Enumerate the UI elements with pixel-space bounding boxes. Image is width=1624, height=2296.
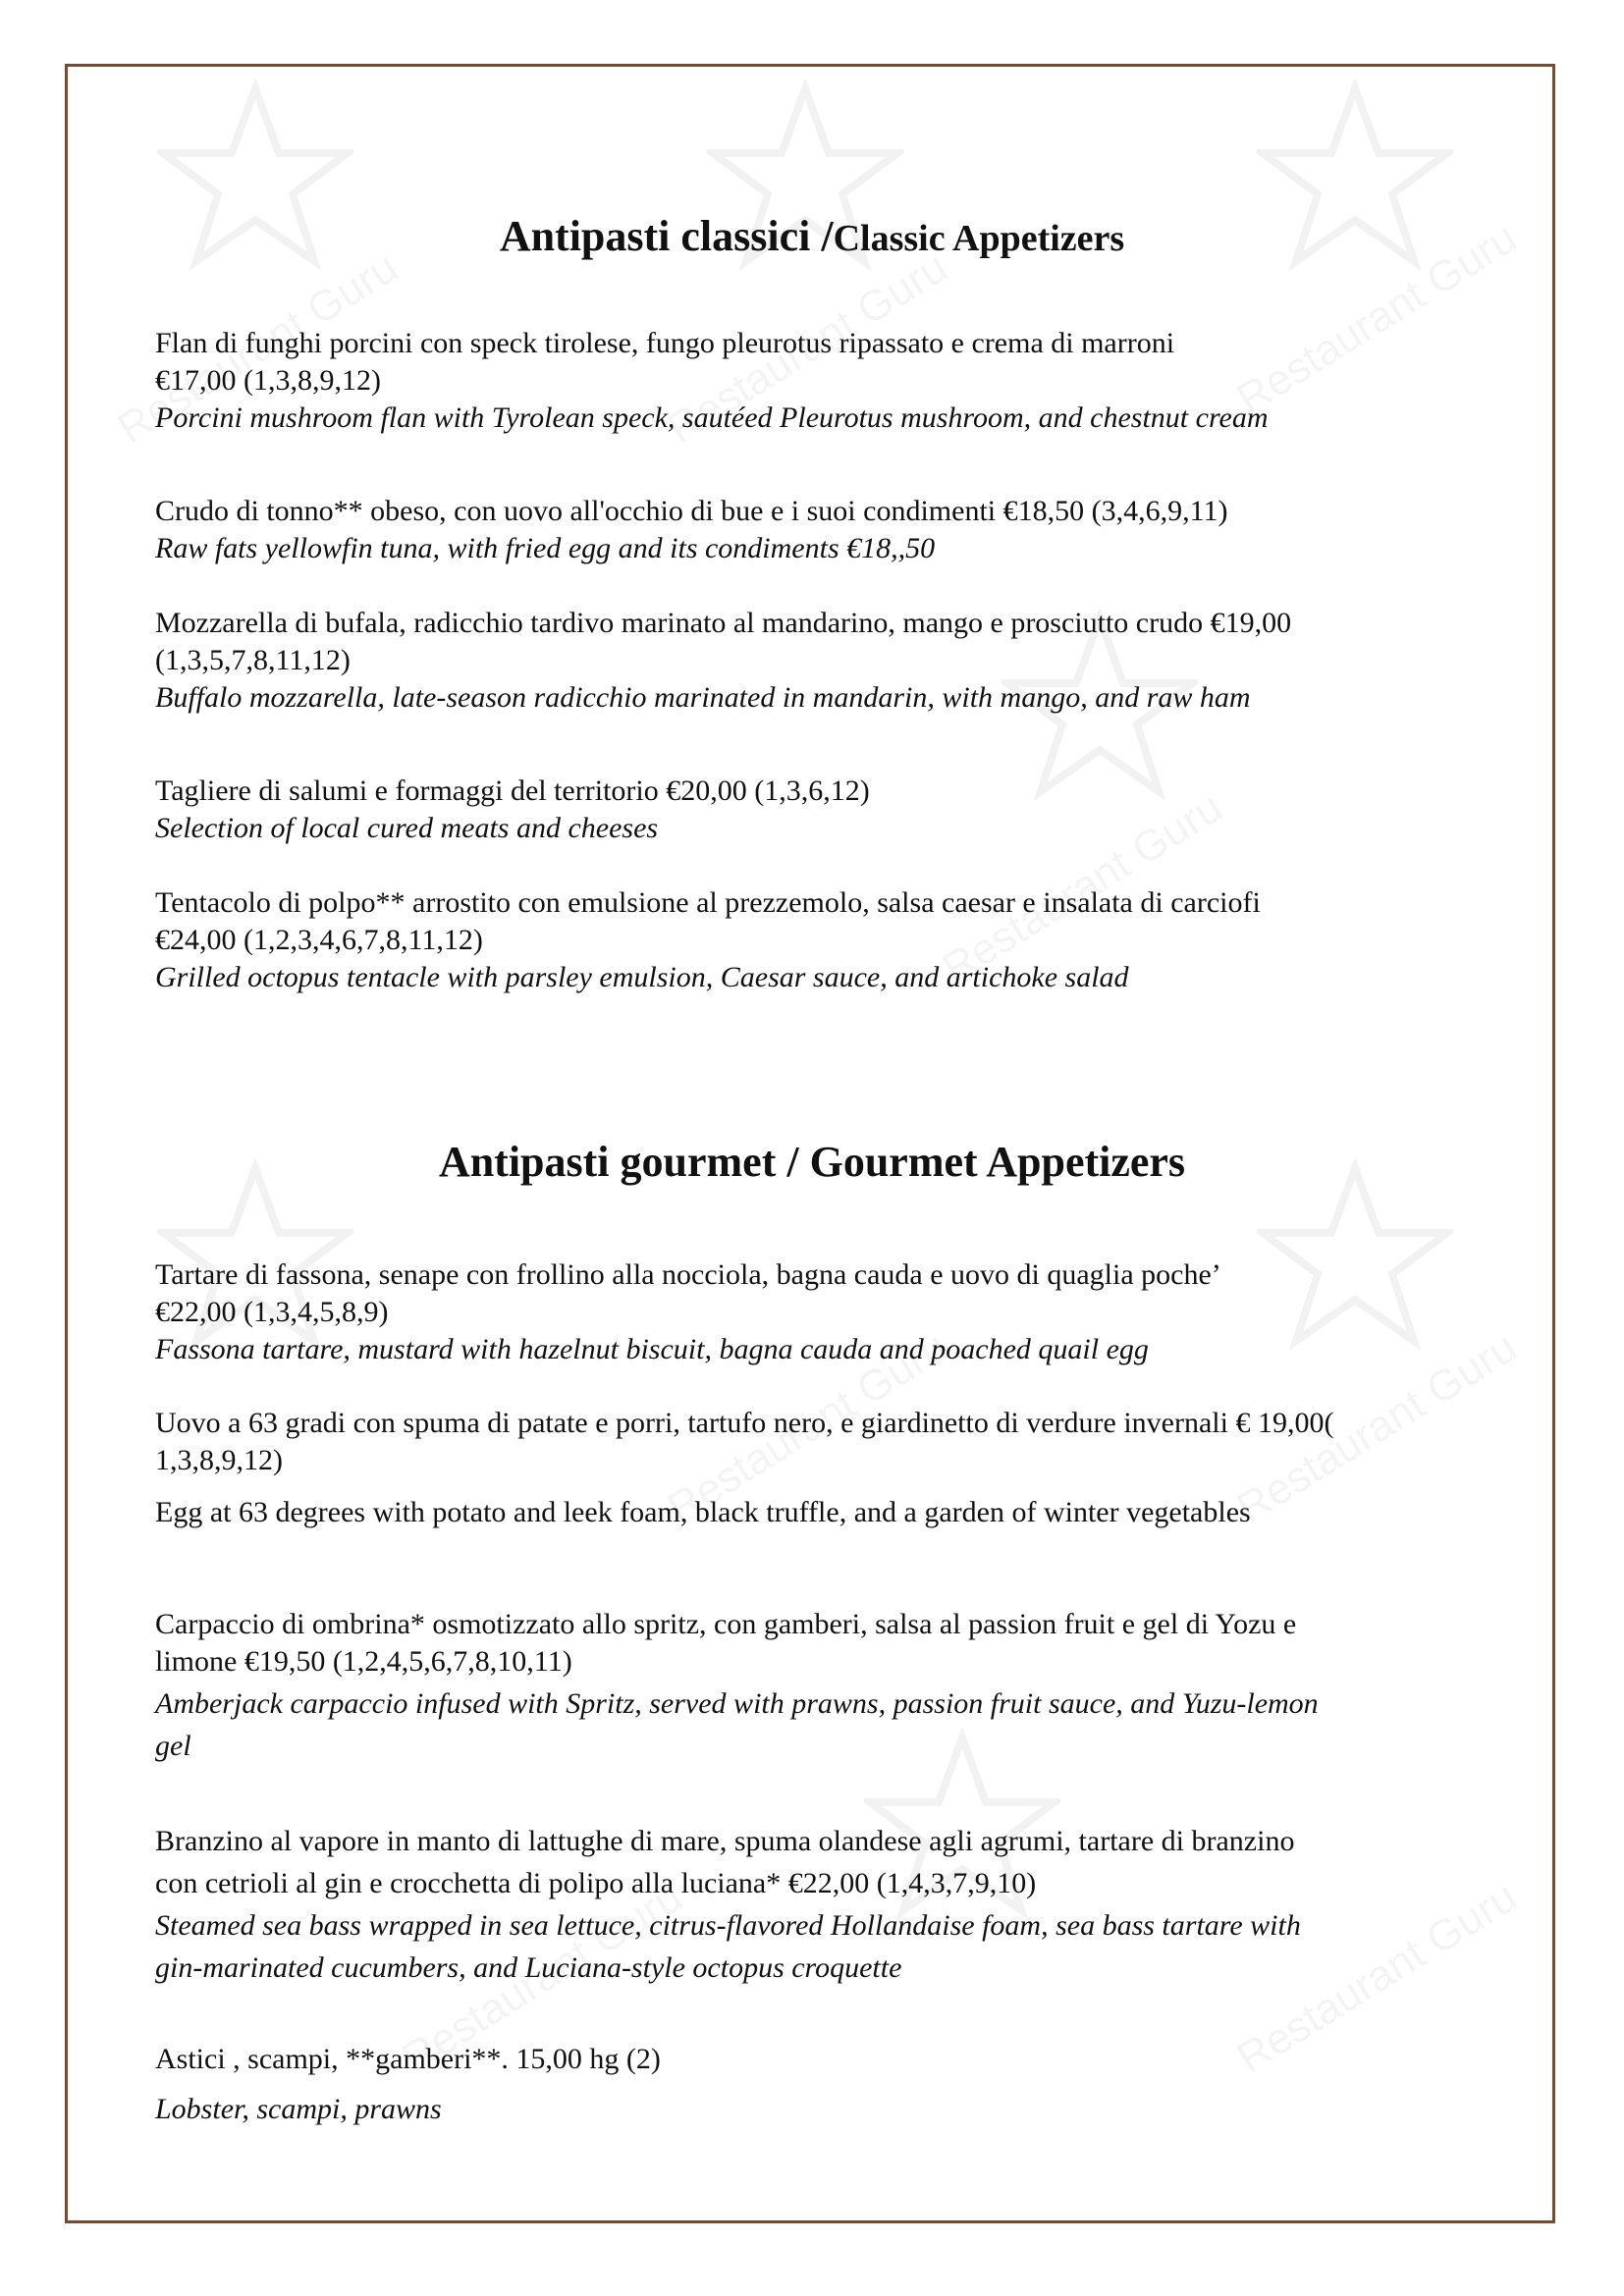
item-english: Selection of local cured meats and cheeses	[155, 812, 659, 844]
item-price-allergens: (1,3,5,7,8,11,12)	[155, 644, 351, 676]
menu-item	[155, 773, 1469, 847]
item-price-allergens: con cetrioli al gin e crocchetta di polipo alla luciana* €22,00 (1,4,3,7,9,10)	[155, 1867, 1037, 1899]
item-italian-line: Carpaccio di ombrina* osmotizzato allo spritz, con gamberi, salsa al passion fruit e gel di Yozu e	[155, 1608, 1297, 1640]
item-english-cont: gel	[155, 1730, 191, 1762]
item-italian-line: Tartare di fassona, senape con frollino alla nocciola, bagna cauda e uovo di quaglia poche’	[155, 1258, 1221, 1291]
item-italian-line: Branzino al vapore in manto di lattughe di mare, spuma olandese agli agrumi, tartare di branzino	[155, 1825, 1295, 1857]
item-english: Porcini mushroom flan with Tyrolean speck, sautéed Pleurotus mushroom, and chestnut cream	[155, 401, 1269, 434]
item-english: Raw fats yellowfin tuna, with fried egg and its condiments €18,,50	[155, 532, 936, 564]
section-title-sub: Classic Appetizers	[833, 218, 1125, 259]
item-italian-line: Flan di funghi porcini con speck tirolese, fungo pleurotus ripassato e crema di marroni	[155, 327, 1175, 359]
item-italian-line: Astici , scampi, **gamberi**. 15,00 hg (2)	[155, 2043, 661, 2075]
item-english: Egg at 63 degrees with potato and leek foam, black truffle, and a garden of winter vegetables	[155, 1496, 1251, 1528]
menu-item	[155, 1823, 1469, 1987]
item-italian-line: Tentacolo di polpo** arrostito con emulsione al prezzemolo, salsa caesar e insalata di carciofi	[155, 886, 1261, 919]
item-price-allergens: 1,3,8,9,12)	[155, 1444, 283, 1476]
menu-item	[155, 1405, 1469, 1531]
item-english: Lobster, scampi, prawns	[155, 2093, 442, 2125]
menu-item	[155, 493, 1469, 567]
menu-item	[155, 325, 1469, 437]
item-price-allergens: €24,00 (1,2,3,4,6,7,8,11,12)	[155, 924, 483, 956]
item-price-allergens: €17,00 (1,3,8,9,12)	[155, 364, 381, 397]
item-english: Fassona tartare, mustard with hazelnut biscuit, bagna cauda and poached quail egg	[155, 1333, 1149, 1365]
section-title-classic	[155, 211, 1469, 261]
item-english-cont: gin-marinated cucumbers, and Luciana-style octopus croquette	[155, 1951, 902, 1984]
menu-item	[155, 1256, 1469, 1368]
item-english: Steamed sea bass wrapped in sea lettuce, citrus-flavored Hollandaise foam, sea bass tartare with	[155, 1909, 1301, 1942]
menu-item	[155, 2041, 1469, 2128]
item-price-allergens: limone €19,50 (1,2,4,5,6,7,8,10,11)	[155, 1645, 572, 1678]
section-title-main: Antipasti classici /	[499, 212, 834, 260]
menu-item	[155, 884, 1469, 996]
item-italian-line: Crudo di tonno** obeso, con uovo all'occhio di bue e i suoi condimenti €18,50 (3,4,6,9,11)	[155, 495, 1228, 527]
item-italian-line: Tagliere di salumi e formaggi del territorio €20,00 (1,3,6,12)	[155, 774, 870, 807]
section-title-gourmet: Antipasti gourmet / Gourmet Appetizers	[438, 1138, 1186, 1186]
item-english: Grilled octopus tentacle with parsley emulsion, Caesar sauce, and artichoke salad	[155, 961, 1129, 993]
menu-item	[155, 605, 1469, 717]
item-english: Buffalo mozzarella, late-season radicchio marinated in mandarin, with mango, and raw ham	[155, 681, 1251, 714]
item-price-allergens: €22,00 (1,3,4,5,8,9)	[155, 1296, 389, 1328]
item-english: Amberjack carpaccio infused with Spritz, served with prawns, passion fruit sauce, and Yuzu-lemon	[155, 1687, 1319, 1720]
menu-item	[155, 1606, 1469, 1765]
item-italian-line: Mozzarella di bufala, radicchio tardivo marinato al mandarino, mango e prosciutto crudo €19,00	[155, 607, 1292, 639]
item-italian-line: Uovo a 63 gradi con spuma di patate e porri, tartufo nero, e giardinetto di verdure invernali € 19,00(	[155, 1407, 1334, 1439]
